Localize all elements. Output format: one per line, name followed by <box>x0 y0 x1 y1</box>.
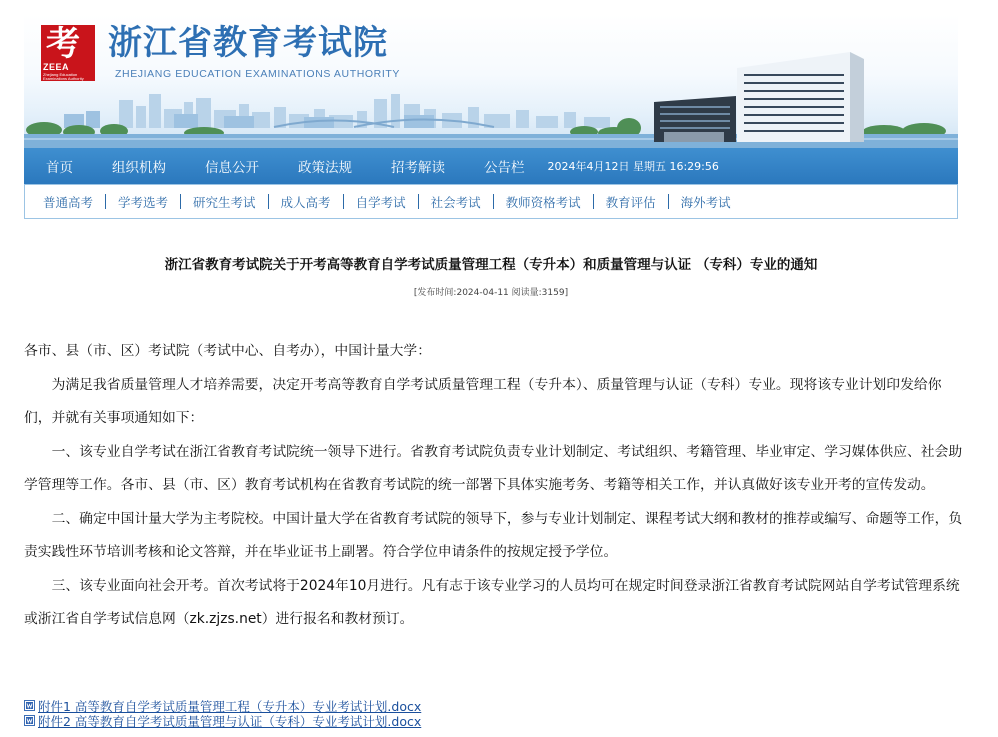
article-paragraph: 三、该专业面向社会开考。首次考试将于2024年10月进行。凡有志于该专业学习的人员均可在规定时间登录浙江省教育考试院网站自学考试管理系统或浙江省自学考试信息网（zk.zjzs.net）进行报名和教材预订。 <box>24 577 960 627</box>
article-meta: [发布时间:2024-04-11 阅读量:3159] <box>413 288 569 298</box>
sub-nav-divider <box>343 194 344 209</box>
nav-item-home[interactable]: 首页 <box>46 160 73 176</box>
sub-nav-divider <box>418 194 419 209</box>
current-datetime: 2024年4月12日 星期五 16:29:56 <box>547 160 719 173</box>
sub-nav-item-self-study[interactable]: 自学考试 <box>355 194 406 210</box>
logo-abbr: ZEEA <box>43 62 70 72</box>
attachment-list <box>24 698 724 728</box>
nav-item-interpretation[interactable]: 招考解读 <box>391 160 445 176</box>
attachment-name: 附件1 高等教育自学考试质量管理工程（专升本）专业考试计划.docx <box>38 698 422 714</box>
sub-nav-divider <box>593 194 594 209</box>
attachment-name: 附件2 高等教育自学考试质量管理与认证（专科）专业考试计划.docx <box>38 713 422 729</box>
logo-mark: 考 <box>46 24 80 64</box>
logo-english-name: Zhejiang Education Examinations Authority <box>43 72 84 81</box>
sub-nav-divider <box>493 194 494 209</box>
sub-nav-item-overseas[interactable]: 海外考试 <box>680 194 731 210</box>
sub-nav-item-evaluation[interactable]: 教育评估 <box>605 194 656 210</box>
sub-nav <box>24 184 958 219</box>
sub-nav-item-adult[interactable]: 成人高考 <box>280 194 331 210</box>
nav-item-info-disclosure[interactable]: 信息公开 <box>205 160 259 176</box>
nav-item-policy[interactable]: 政策法规 <box>298 160 352 176</box>
word-document-icon <box>24 715 35 726</box>
word-document-icon <box>24 700 35 711</box>
article-salutation: 各市、县（市、区）考试院（考试中心、自考办），中国计量大学： <box>24 343 432 359</box>
attachment-link-2[interactable] <box>24 713 724 728</box>
sub-nav-item-social[interactable]: 社会考试 <box>430 194 481 210</box>
nav-item-organization[interactable]: 组织机构 <box>112 160 166 176</box>
article-body <box>24 335 964 637</box>
logo[interactable] <box>41 25 95 81</box>
article-title: 浙江省教育考试院关于开考高等教育自学考试质量管理工程（专升本）和质量管理与认证 （专科）专业的通知 <box>164 257 818 273</box>
site-subtitle: ZHEJIANG EDUCATION EXAMINATIONS AUTHORITY <box>115 68 400 80</box>
sub-nav-item-gaokao[interactable]: 普通高考 <box>43 194 94 210</box>
nav-item-bulletin[interactable]: 公告栏 <box>484 160 525 176</box>
sub-nav-item-graduate[interactable]: 研究生考试 <box>193 194 256 210</box>
sub-nav-divider <box>268 194 269 209</box>
sub-nav-divider <box>668 194 669 209</box>
article-paragraph: 一、该专业自学考试在浙江省教育考试院统一领导下进行。省教育考试院负责专业计划制定、考试组织、考籍管理、毕业审定、学习媒体供应、社会助学管理等工作。各市、县（市、区）教育考试机构在省教育考试院的统一部署下具体实施考务、考籍等相关工作，并认真做好该专业开考的宣传发动。 <box>24 443 963 493</box>
sub-nav-divider <box>105 194 106 209</box>
sub-nav-item-teacher[interactable]: 教师资格考试 <box>505 194 581 210</box>
article-paragraph: 二、确定中国计量大学为主考院校。中国计量大学在省教育考试院的领导下，参与专业计划制定、课程考试大纲和教材的推荐或编写、命题等工作，负责实践性环节培训考核和论文答辩，并在毕业证书上副署。符合学位申请条件的按规定授予学位。 <box>24 510 963 560</box>
sub-nav-divider <box>180 194 181 209</box>
site-title: 浙江省教育考试院 <box>108 23 388 63</box>
main-nav <box>24 148 958 184</box>
sub-nav-item-xuekao[interactable]: 学考选考 <box>118 194 169 210</box>
article-paragraph: 为满足我省质量管理人才培养需要，决定开考高等教育自学考试质量管理工程（专升本）、质量管理与认证（专科）专业。现将该专业计划印发给你们，并就有关事项通知如下： <box>24 376 942 426</box>
header-banner <box>24 14 958 148</box>
